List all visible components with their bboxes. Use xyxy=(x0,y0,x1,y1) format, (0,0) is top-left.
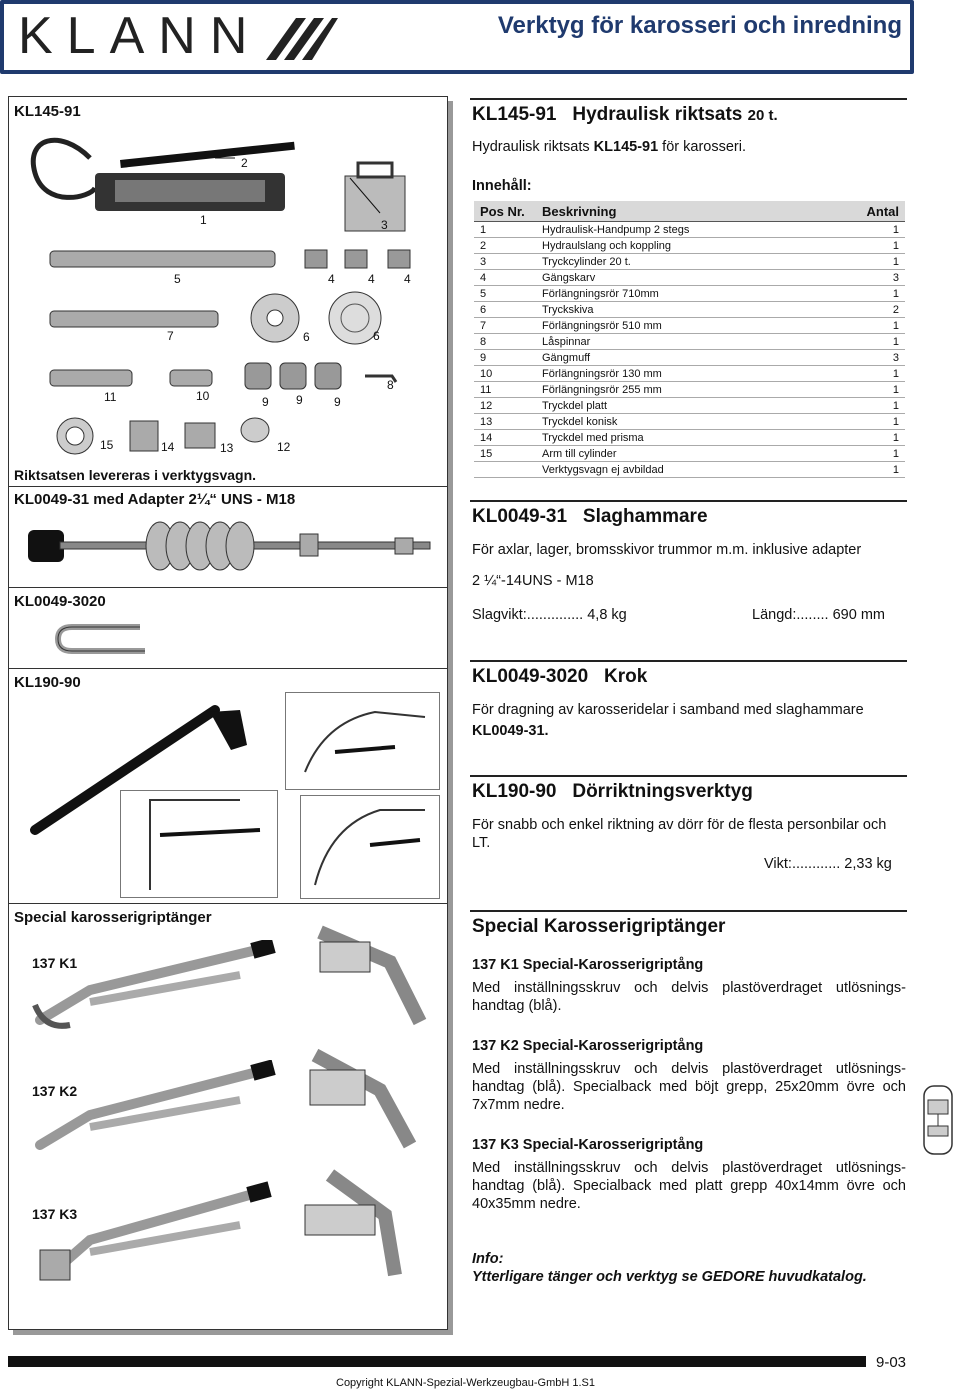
table-row xyxy=(474,222,905,238)
table-cell-desc: Låspinnar xyxy=(536,334,853,350)
riktsats-note: Riktsatsen levereras i verktygsvagn. xyxy=(14,467,257,483)
table-cell-qty: 3 xyxy=(853,350,905,366)
table-row xyxy=(474,382,905,398)
s1-desc-pre: Hydraulisk riktsats xyxy=(472,139,594,155)
part-number: 9 xyxy=(262,395,269,409)
plier-k2-detail-image xyxy=(300,1040,440,1150)
table-cell-desc: Tryckdel med prisma xyxy=(536,430,853,446)
part-number: 4 xyxy=(404,272,411,286)
table-cell-pos xyxy=(474,462,536,478)
part-number: 5 xyxy=(174,272,181,286)
hydraulic-set-image xyxy=(20,118,440,463)
divider xyxy=(8,587,448,588)
col-qty: Antal xyxy=(853,201,905,222)
table-row xyxy=(474,270,905,286)
special-pliers-label: Special karosserigriptänger xyxy=(14,909,212,926)
page-title: Verktyg för karosseri och inredning xyxy=(497,12,902,39)
s4-code: KL190-90 xyxy=(472,781,557,802)
divider xyxy=(8,903,448,904)
k3-title: 137 K3 Special-Karosserigriptång xyxy=(472,1137,704,1153)
s2-weight: Slagvikt:.............. 4,8 kg xyxy=(472,607,627,623)
table-cell-pos: 9 xyxy=(474,350,536,366)
table-row xyxy=(474,286,905,302)
table-row xyxy=(474,238,905,254)
table-cell-qty: 1 xyxy=(853,398,905,414)
s1-suffix: 20 t. xyxy=(747,107,778,124)
door-usage-image-1 xyxy=(285,692,440,790)
section-rule xyxy=(470,98,907,100)
table-cell-desc: Gängskarv xyxy=(536,270,853,286)
table-row xyxy=(474,334,905,350)
k3-desc: Med inställningsskruv och delvis plastöverdraget utlösnings-handtag (blå). Specialback med platt grepp 40x14mm övre och 40x35mm nedre. xyxy=(472,1160,906,1212)
table-cell-desc: Tryckdel platt xyxy=(536,398,853,414)
table-cell-qty: 1 xyxy=(853,254,905,270)
plier-k2-image xyxy=(30,1060,290,1160)
part-number: 12 xyxy=(277,440,291,454)
s1-desc xyxy=(472,138,746,156)
s3-title xyxy=(472,666,647,688)
part-number: 3 xyxy=(381,218,388,232)
table-cell-pos: 7 xyxy=(474,318,536,334)
table-row xyxy=(474,350,905,366)
k1-label: 137 K1 xyxy=(32,955,78,971)
col-desc: Beskrivning xyxy=(536,201,853,222)
s2-title xyxy=(472,506,708,528)
part-number: 15 xyxy=(100,438,114,452)
s1-desc-code: KL145-91 xyxy=(593,139,659,155)
table-row xyxy=(474,414,905,430)
part-number: 1 xyxy=(200,213,207,227)
s1-desc-post: för karosseri. xyxy=(658,139,746,155)
part-number: 7 xyxy=(167,329,174,343)
s1-code: KL145-91 xyxy=(472,104,557,125)
table-cell-pos: 14 xyxy=(474,430,536,446)
table-cell-desc: Förlängningsrör 510 mm xyxy=(536,318,853,334)
table-row xyxy=(474,302,905,318)
s3-desc-code: KL0049-31. xyxy=(472,723,549,739)
part-number: 10 xyxy=(196,389,210,403)
table-cell-qty: 1 xyxy=(853,366,905,382)
part-number: 14 xyxy=(161,440,175,454)
table-row xyxy=(474,430,905,446)
table-cell-pos: 15 xyxy=(474,446,536,462)
table-cell-pos: 5 xyxy=(474,286,536,302)
page-number: 9-03 xyxy=(876,1354,907,1371)
slide-hammer-image xyxy=(20,518,440,578)
kl004931-label: KL0049-31 med Adapter 2¼“ UNS - M18 xyxy=(14,491,296,508)
table-cell-qty: 1 xyxy=(853,222,905,238)
part-number: 8 xyxy=(387,378,394,392)
part-number: 9 xyxy=(334,395,341,409)
contents-label: Innehåll: xyxy=(472,178,532,194)
hose-shape xyxy=(33,140,95,197)
divider xyxy=(8,486,448,487)
table-cell-qty: 1 xyxy=(853,430,905,446)
s2-name: Slaghammare xyxy=(582,506,708,527)
section-rule xyxy=(470,660,907,662)
klann-logo: KLANN xyxy=(18,7,262,65)
table-cell-pos: 3 xyxy=(474,254,536,270)
parts-table xyxy=(474,201,905,478)
s3-name: Krok xyxy=(604,666,648,687)
table-cell-qty: 1 xyxy=(853,318,905,334)
table-cell-qty: 1 xyxy=(853,286,905,302)
section-rule xyxy=(470,910,907,912)
s4-desc: För snabb och enkel riktning av dörr för de flesta personbilar och LT. xyxy=(472,817,887,851)
info-text: Ytterligare tänger och verktyg se GEDORE huvudkatalog. xyxy=(472,1269,867,1285)
part-number: 4 xyxy=(368,272,375,286)
part-number: 9 xyxy=(296,393,303,407)
table-cell-qty: 1 xyxy=(853,238,905,254)
part-number: 2 xyxy=(241,156,248,170)
table-cell-qty: 2 xyxy=(853,302,905,318)
table-cell-desc: Gängmuff xyxy=(536,350,853,366)
table-cell-pos: 11 xyxy=(474,382,536,398)
table-cell-qty: 1 xyxy=(853,462,905,478)
table-cell-qty: 1 xyxy=(853,334,905,350)
table-cell-desc: Tryckdel konisk xyxy=(536,414,853,430)
door-usage-image-2 xyxy=(120,790,278,898)
table-cell-desc: Verktygsvagn ej avbildad xyxy=(536,462,853,478)
col-pos: Pos Nr. xyxy=(474,201,536,222)
table-cell-pos: 10 xyxy=(474,366,536,382)
table-row xyxy=(474,254,905,270)
kl14591-label: KL145-91 xyxy=(14,103,81,120)
plier-k3-detail-image xyxy=(300,1165,440,1285)
door-usage-image-3 xyxy=(300,795,440,899)
s2-length: Längd:........ 690 mm xyxy=(752,607,885,623)
table-cell-desc: Förlängningsrör 710mm xyxy=(536,286,853,302)
k2-title: 137 K2 Special-Karosserigriptång xyxy=(472,1038,704,1054)
s1-name: Hydraulisk riktsats xyxy=(572,104,743,125)
part-number: 11 xyxy=(104,390,117,404)
table-cell-desc: Hydraulisk-Handpump 2 stegs xyxy=(536,222,853,238)
footer-bar xyxy=(8,1356,866,1367)
k1-title: 137 K1 Special-Karosserigriptång xyxy=(472,957,704,973)
plier-k1-detail-image xyxy=(300,922,440,1032)
table-cell-qty: 1 xyxy=(853,414,905,430)
divider xyxy=(8,668,448,669)
s2-desc: För axlar, lager, bromsskivor trummor m.m. inklusive adapter xyxy=(472,542,862,558)
s3-desc: För dragning av karosseridelar i samband med slaghammare xyxy=(472,702,864,718)
s2-adapter: 2 ¼“-14UNS - M18 xyxy=(472,573,594,589)
table-cell-qty: 1 xyxy=(853,382,905,398)
hook-image xyxy=(50,615,160,660)
s4-weight: Vikt:............ 2,33 kg xyxy=(764,856,892,872)
logo-stripes-icon xyxy=(238,14,338,64)
k2-label: 137 K2 xyxy=(32,1083,78,1099)
copyright: Copyright KLANN-Spezial-Werkzeugbau-GmbH 1.S1 xyxy=(336,1377,596,1389)
table-cell-desc: Förlängningsrör 130 mm xyxy=(536,366,853,382)
s1-title xyxy=(472,104,778,126)
s2-code: KL0049-31 xyxy=(472,506,568,527)
s4-title xyxy=(472,781,753,803)
table-row xyxy=(474,462,905,478)
table-cell-pos: 8 xyxy=(474,334,536,350)
plier-k3-image xyxy=(30,1180,290,1290)
section-rule xyxy=(470,500,907,502)
s3-code: KL0049-3020 xyxy=(472,666,589,687)
table-cell-pos: 1 xyxy=(474,222,536,238)
car-icon xyxy=(918,1082,958,1158)
table-cell-desc: Hydraulslang och koppling xyxy=(536,238,853,254)
table-row xyxy=(474,366,905,382)
info-label: Info: xyxy=(472,1251,504,1267)
table-cell-pos: 4 xyxy=(474,270,536,286)
part-number: 6 xyxy=(373,329,380,343)
table-cell-pos: 12 xyxy=(474,398,536,414)
table-cell-pos: 13 xyxy=(474,414,536,430)
table-cell-qty: 3 xyxy=(853,270,905,286)
part-number: 4 xyxy=(328,272,335,286)
table-row xyxy=(474,398,905,414)
s4-name: Dörriktningsverktyg xyxy=(572,781,753,802)
table-cell-desc: Tryckcylinder 20 t. xyxy=(536,254,853,270)
table-cell-desc: Arm till cylinder xyxy=(536,446,853,462)
table-row xyxy=(474,318,905,334)
k2-desc: Med inställningsskruv och delvis plastöverdraget utlösnings-handtag (blå). Specialback med böjt grepp, 25x20mm övre och 7x7mm nedre. xyxy=(472,1061,906,1113)
table-cell-desc: Tryckskiva xyxy=(536,302,853,318)
section-rule xyxy=(470,775,907,777)
part-number: 13 xyxy=(220,441,234,455)
table-cell-pos: 2 xyxy=(474,238,536,254)
table-header-row xyxy=(474,201,905,222)
part-number: 6 xyxy=(303,330,310,344)
kl19090-label: KL190-90 xyxy=(14,674,81,691)
plier-k1-image xyxy=(30,940,290,1040)
k1-desc: Med inställningsskruv och delvis plastöverdraget utlösnings-handtag (blå). xyxy=(472,980,906,1014)
kl00493020-label: KL0049-3020 xyxy=(14,593,106,610)
s5-title: Special Karosserigriptänger xyxy=(472,916,726,937)
table-cell-desc: Förlängningsrör 255 mm xyxy=(536,382,853,398)
table-row xyxy=(474,446,905,462)
table-cell-qty: 1 xyxy=(853,446,905,462)
k3-label: 137 K3 xyxy=(32,1206,78,1222)
table-cell-pos: 6 xyxy=(474,302,536,318)
